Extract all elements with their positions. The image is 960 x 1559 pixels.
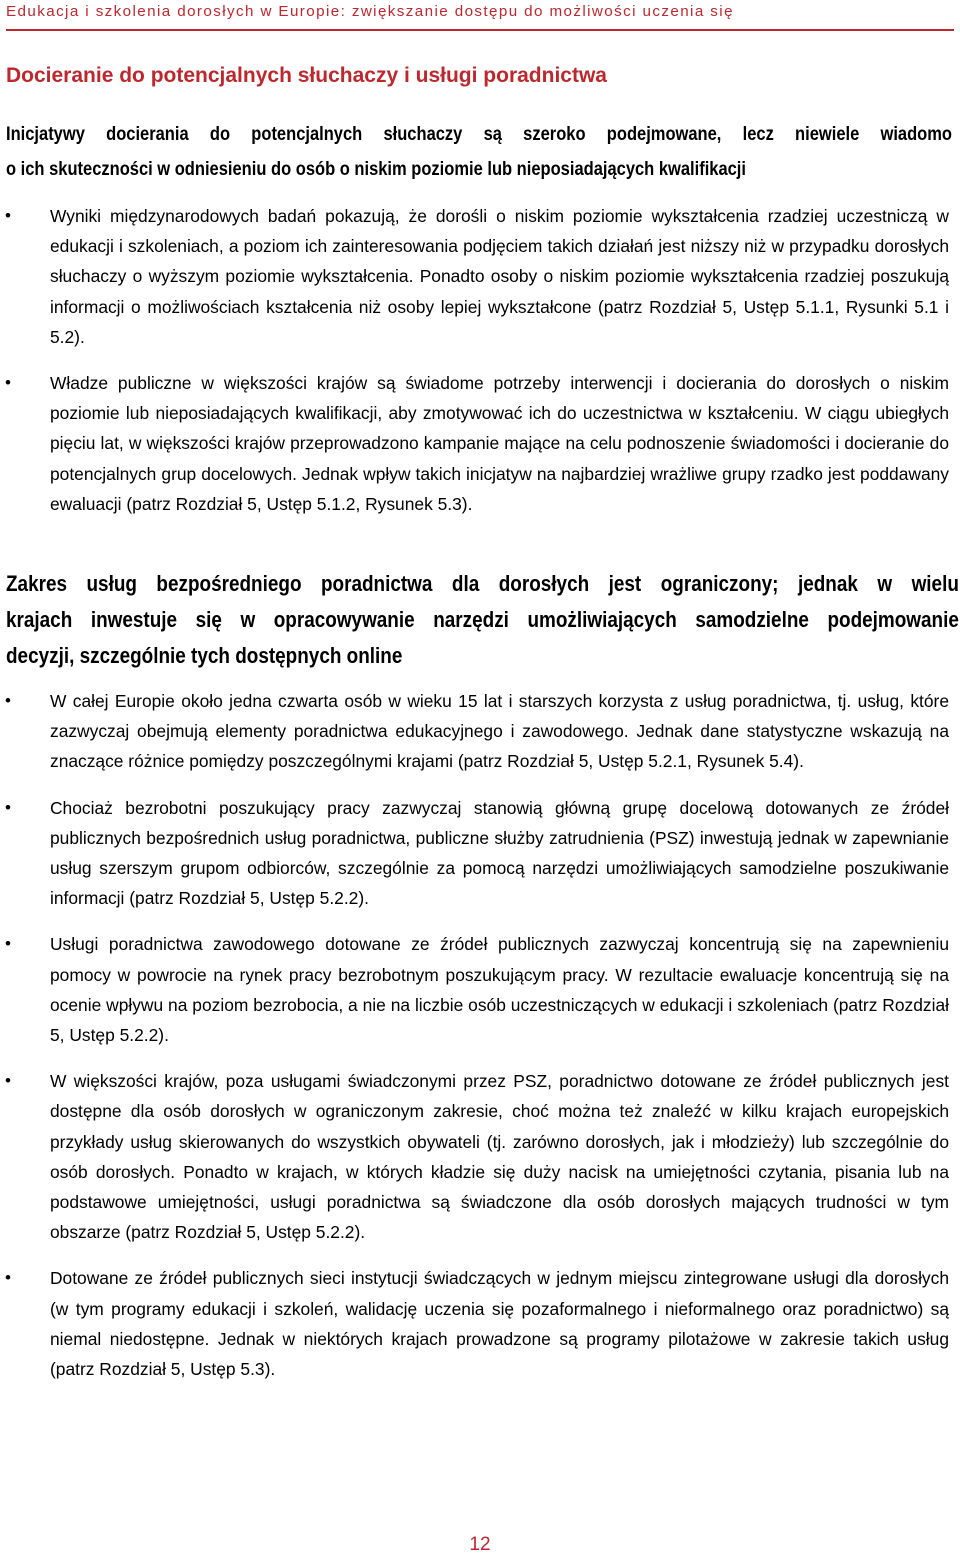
block1-bullet-2: • Władze publiczne w większości krajów są świadome potrzeby interwencji i docierania do dorosłych o niskim poziomie lub nieposiadających kwalifikacji, aby zmotywować ich do uczestnictwa w kształceniu. W ciągu ubiegłych pięciu lat, w większości krajów przeprowadzono kampanie mające na celu podnoszenie świadomości i docieranie do potencjalnych grup docelowych. Jednak wpływ takich inicjatyw na najbardziej wrażliwe grupy rzadko jest poddawany ewaluacji (patrz Rozdział 5, Ustęp 5.1.2, Rysunek 5.3). [0, 368, 949, 519]
section-title: Docieranie do potencjalnych słuchaczy i usługi poradnictwa [6, 64, 607, 87]
block2-bullet-5: • Dotowane ze źródeł publicznych sieci instytucji świadczących w jednym miejscu zintegrowane usługi dla dorosłych (w tym programy edukacji i szkoleń, walidację uczenia się pozaformalnego i nieformalnego oraz poradnictwo) są niemal niedostępne. Jednak w niektórych krajach prowadzone są programy pilotażowe w zakresie takich usług (patrz Rozdział 5, Ustęp 5.3). [0, 1263, 949, 1384]
block2-heading-line-1: Zakres usług bezpośredniego poradnictwa dla dorosłych jest ograniczony; jednak w wielu [6, 571, 959, 596]
running-header: Edukacja i szkolenia dorosłych w Europie: zwiększanie dostępu do możliwości uczenia się [6, 3, 734, 20]
block1-heading-line-1: Inicjatywy docierania do potencjalnych słuchaczy są szeroko podejmowane, lecz niewiele wiadomo [6, 124, 952, 145]
block2-bullet-list [0, 686, 960, 1384]
block2-bullet-1: • W całej Europie około jedna czwarta osób w wieku 15 lat i starszych korzysta z usług poradnictwa, tj. usług, które zazwyczaj obejmują elementy poradnictwa edukacyjnego i zawodowego. Jednak dane statystyczne wskazują na znaczące różnice pomiędzy poszczególnymi krajami (patrz Rozdział 5, Ustęp 5.2.1, Rysunek 5.4). [0, 686, 949, 777]
page-number: 12 [469, 1534, 491, 1555]
block2-bullet-4: • W większości krajów, poza usługami świadczonymi przez PSZ, poradnictwo dotowane ze źródeł publicznych jest dostępne dla osób dorosłych w ograniczonym zakresie, choć można też znaleźć w kilku krajach europejskich przykłady usług skierowanych do wszystkich obywateli (tj. zarówno dorosłych, jak i młodzieży) lub szczególnie do osób dorosłych. Ponadto w krajach, w których kładzie się duży nacisk na umiejętności czytania, pisania lub na podstawowe umiejętności, usługi poradnictwa są świadczone dla osób dorosłych mających trudności w tym obszarze (patrz Rozdział 5, Ustęp 5.2.2). [0, 1066, 949, 1247]
block1-bullet-1: • Wyniki międzynarodowych badań pokazują, że dorośli o niskim poziomie wykształcenia rzadziej uczestniczą w edukacji i szkoleniach, a poziom ich zainteresowania podjęciem takich działań jest niższy niż w przypadku dorosłych słuchaczy o wyższym poziomie wykształcenia. Ponadto osoby o niskim poziomie wykształcenia rzadziej poszukują informacji o możliwościach kształcenia niż osoby lepiej wykształcone (patrz Rozdział 5, Ustęp 5.1.1, Rysunki 5.1 i 5.2). [0, 201, 949, 352]
block2-heading [6, 566, 959, 674]
block2-bullet-3: • Usługi poradnictwa zawodowego dotowane ze źródeł publicznych zazwyczaj koncentrują się na zapewnieniu pomocy w powrocie na rynek pracy bezrobotnym poszukującym pracy. W rezultacie ewaluacje koncentrują się na ocenie wpływu na poziom bezrobocia, a nie na liczbie osób uczestniczących w edukacji i szkoleniach (patrz Rozdział 5, Ustęp 5.2.2). [0, 929, 949, 1050]
block1-bullet-list [0, 201, 960, 519]
header-rule [6, 29, 954, 31]
block2-heading-line-2: krajach inwestuje się w opracowywanie narzędzi umożliwiających samodzielne podejmowanie [6, 607, 959, 632]
block1-heading-line-2: o ich skuteczności w odniesieniu do osób o niskim poziomie lub nieposiadających kwalifikacji [6, 159, 746, 180]
block1-heading [6, 117, 952, 187]
block2-heading-line-3: decyzji, szczególnie tych dostępnych online [6, 643, 403, 668]
block2-bullet-2: • Chociaż bezrobotni poszukujący pracy zazwyczaj stanowią główną grupę docelową dotowanych ze źródeł publicznych bezpośrednich usług poradnictwa, publiczne służby zatrudnienia (PSZ) inwestują jednak w zapewnianie usług szerszym grupom odbiorców, szczególnie za pomocą narzędzi umożliwiających samodzielne poszukiwanie informacji (patrz Rozdział 5, Ustęp 5.2.2). [0, 793, 949, 914]
